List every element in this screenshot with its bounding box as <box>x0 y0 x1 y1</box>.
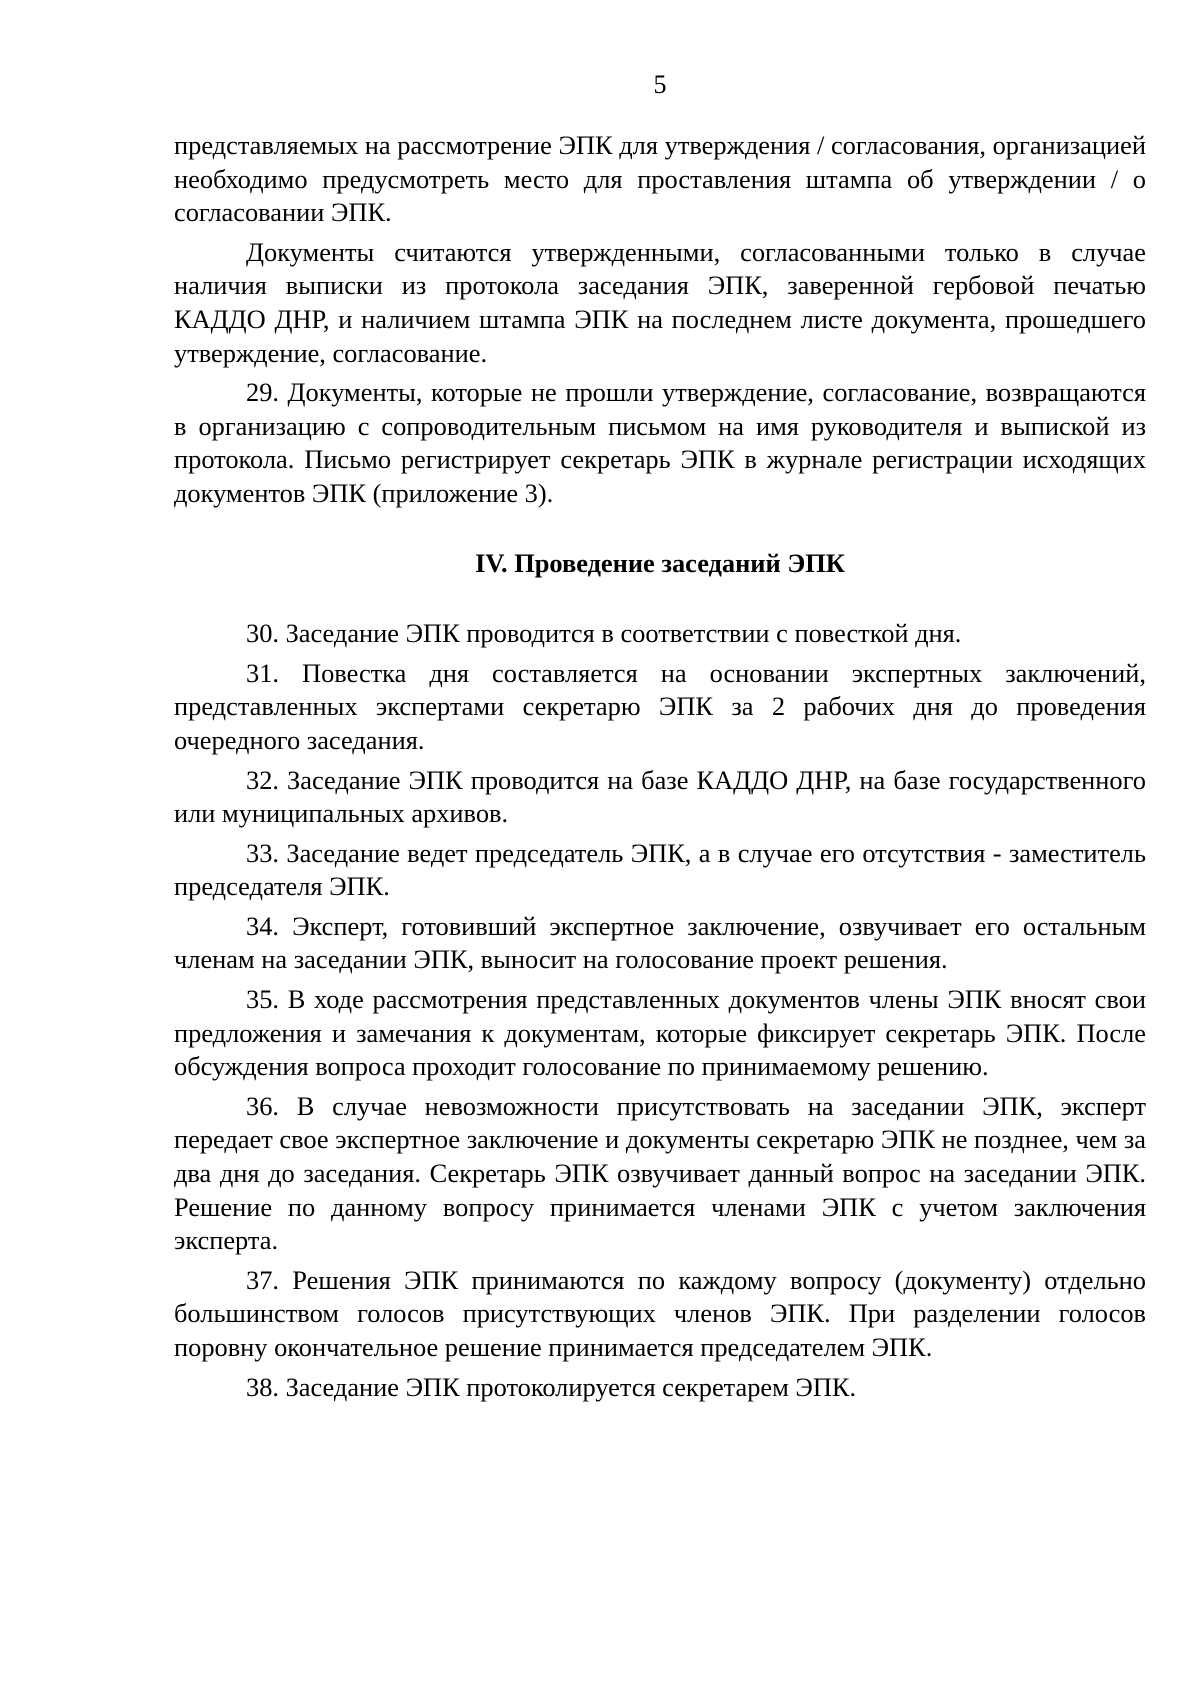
document-body <box>174 129 1146 1410</box>
paragraph-29: 29. Документы, которые не прошли утверждение, согласование, возвращаются в организацию с сопроводительным письмом на имя руководителя и выпиской из протокола. Письмо регистрирует секретарь ЭПК в журнале регистрации исходящих документов ЭПК (приложение 3). <box>174 377 1146 508</box>
section-heading: IV. Проведение заседаний ЭПК <box>475 547 845 578</box>
paragraph-37: 37. Решения ЭПК принимаются по каждому вопросу (документу) отдельно большинством голосов присутствующих членов ЭПК. При разделении голосов поровну окончательное решение принимается председателем ЭПК. <box>174 1264 1146 1362</box>
paragraph-38: 38. Заседание ЭПК протоколируется секретарем ЭПК. <box>246 1371 857 1402</box>
paragraph-30: 30. Заседание ЭПК проводится в соответствии с повесткой дня. <box>246 618 962 649</box>
paragraph-35: 35. В ходе рассмотрения представленных документов члены ЭПК вносят свои предложения и замечания к документам, которые фиксирует секретарь ЭПК. После обсуждения вопроса проходит голосование по принимаемому решению. <box>174 984 1146 1082</box>
paragraph-continuation: представляемых на рассмотрение ЭПК для утверждения / согласования, организацией необходимо предусмотреть место для проставления штампа об утверждении / о согласовании ЭПК. <box>174 130 1146 228</box>
paragraph: Документы считаются утвержденными, согласованными только в случае наличия выписки из протокола заседания ЭПК, заверенной гербовой печатью КАДДО ДНР, и наличием штампа ЭПК на последнем листе документа, прошедшего утверждение, согласование. <box>174 236 1146 368</box>
paragraph-33: 33. Заседание ведет председатель ЭПК, а в случае его отсутствия - заместитель председателя ЭПК. <box>174 837 1146 902</box>
paragraph-36: 36. В случае невозможности присутствовать на заседании ЭПК, эксперт передает свое экспертное заключение и документы секретарю ЭПК не позднее, чем за два дня до заседания. Секретарь ЭПК озвучивает данный вопрос на заседании ЭПК. Решение по данному вопросу принимается членами ЭПК с учетом заключения эксперта. <box>174 1090 1146 1256</box>
page-number: 5 <box>653 70 667 99</box>
paragraph-31: 31. Повестка дня составляется на основании экспертных заключений, представленных экспертами секретарю ЭПК за 2 рабочих дня до проведения очередного заседания. <box>174 657 1146 755</box>
paragraph-34: 34. Эксперт, готовивший экспертное заключение, озвучивает его остальным членам на заседании ЭПК, выносит на голосование проект решения. <box>174 910 1146 975</box>
paragraph-32: 32. Заседание ЭПК проводится на базе КАДДО ДНР, на базе государственного или муниципальных архивов. <box>174 764 1146 829</box>
